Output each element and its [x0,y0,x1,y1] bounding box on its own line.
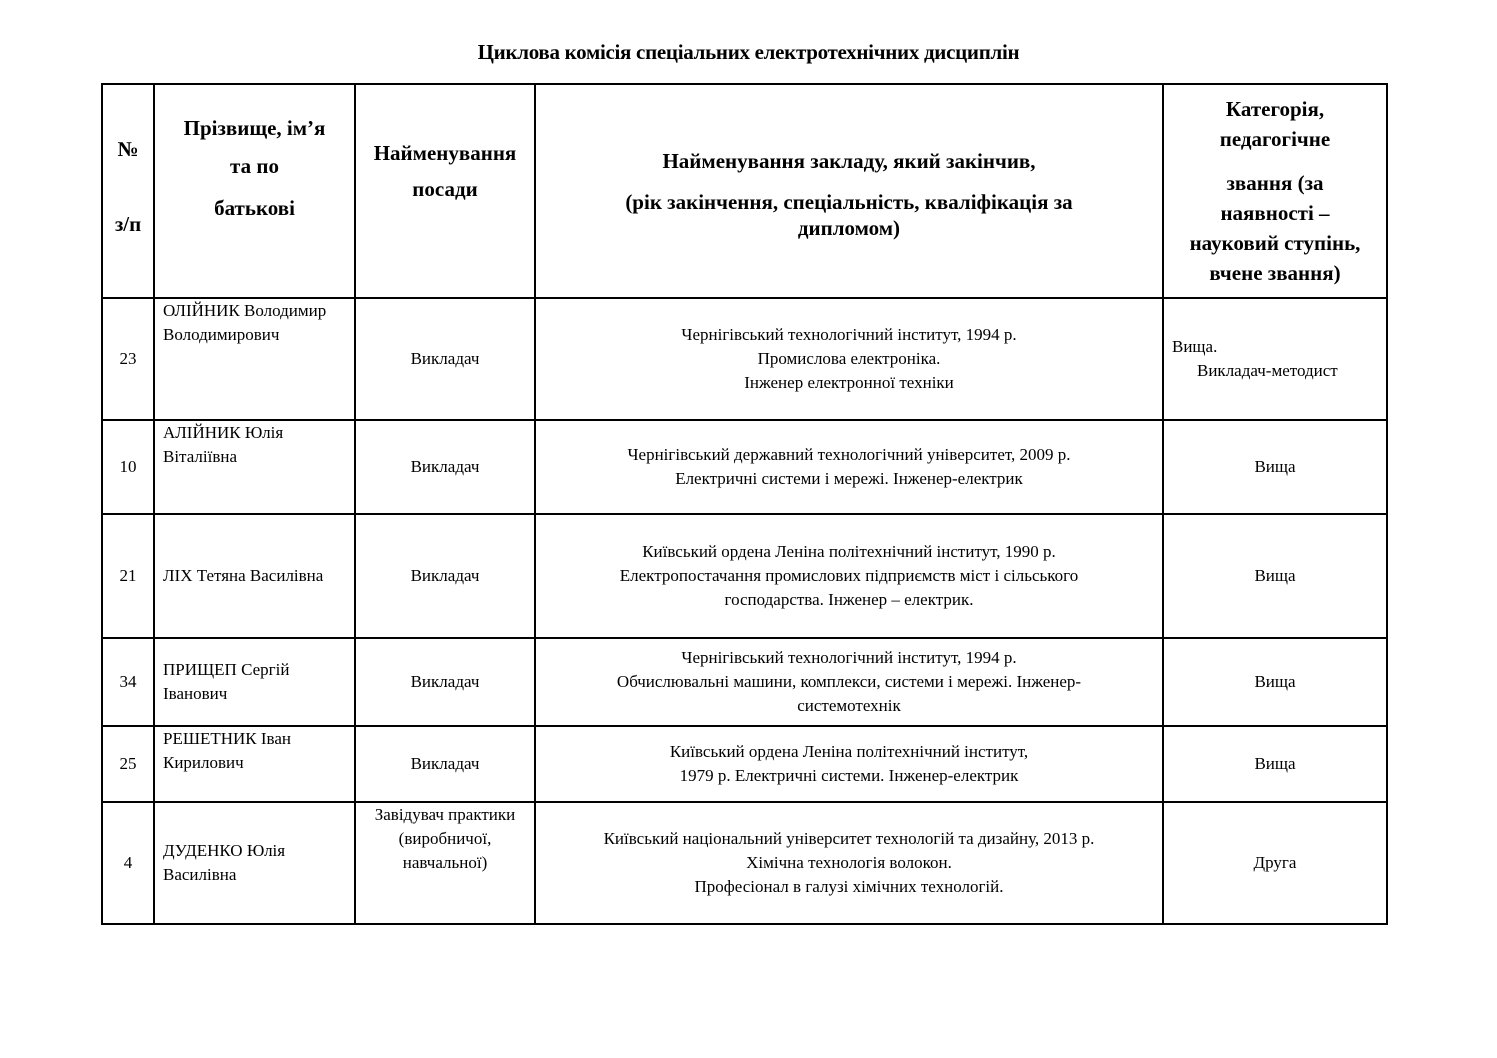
row-name: ДУДЕНКО Юлія Василівна [154,802,355,924]
row-position: Викладач [355,298,535,420]
row-position: Викладач [355,514,535,638]
row-name: АЛІЙНИК Юлія Віталіївна [154,420,355,514]
staff-table [101,83,1388,925]
row-position: Викладач [355,638,535,726]
table-row [102,802,1387,924]
row-number: 21 [102,514,154,638]
row-position: Завідувач практики (виробничої, навчальної) [355,802,535,924]
page-title: Циклова комісія спеціальних електротехнічних дисциплін [477,40,1020,64]
row-institution: Чернігівський технологічний інститут, 1994 р. Промислова електроніка. Інженер електронної техніки [535,298,1163,420]
row-institution: Чернігівський державний технологічний університет, 2009 р. Електричні системи і мережі. Інженер-електрик [535,420,1163,514]
row-name: ОЛІЙНИК Володимир Володимирович [154,298,355,420]
row-position: Викладач [355,420,535,514]
row-position: Викладач [355,726,535,802]
row-institution: Київський національний університет технологій та дизайну, 2013 р. Хімічна технологія волокон. Професіонал в галузі хімічних технологій. [535,802,1163,924]
table-row [102,298,1387,420]
row-category: Друга [1163,802,1387,924]
row-number: 34 [102,638,154,726]
header-number: № з/п [102,84,154,298]
header-position: Найменування посади [355,84,535,298]
row-category: Вища. Викладач-методист [1163,298,1387,420]
row-number: 25 [102,726,154,802]
row-institution: Чернігівський технологічний інститут, 1994 р. Обчислювальні машини, комплекси, системи і мережі. Інженер- системотехнік [535,638,1163,726]
header-institution: Найменування закладу, який закінчив, (рік закінчення, спеціальність, кваліфікація за дипломом) [535,84,1163,298]
header-full-name: Прізвище, ім’я та по батькові [154,84,355,298]
table-row [102,726,1387,802]
row-category: Вища [1163,420,1387,514]
row-institution: Київський ордена Леніна політехнічний інститут, 1979 р. Електричні системи. Інженер-електрик [535,726,1163,802]
row-institution: Київський ордена Леніна політехнічний інститут, 1990 р. Електропостачання промислових підприємств міст і сільського господарства. Інженер – електрик. [535,514,1163,638]
header-category: Категорія, педагогічне звання (за наявності – науковий ступінь, вчене звання) [1163,84,1387,298]
row-name: РЕШЕТНИК Іван Кирилович [154,726,355,802]
row-name: ПРИЩЕП Сергій Іванович [154,638,355,726]
table-row [102,638,1387,726]
row-category: Вища [1163,638,1387,726]
table-row [102,514,1387,638]
table-row [102,420,1387,514]
row-number: 23 [102,298,154,420]
row-number: 4 [102,802,154,924]
row-number: 10 [102,420,154,514]
row-category: Вища [1163,514,1387,638]
row-category: Вища [1163,726,1387,802]
table-header-row [102,84,1387,298]
row-name: ЛІХ Тетяна Василівна [154,514,355,638]
